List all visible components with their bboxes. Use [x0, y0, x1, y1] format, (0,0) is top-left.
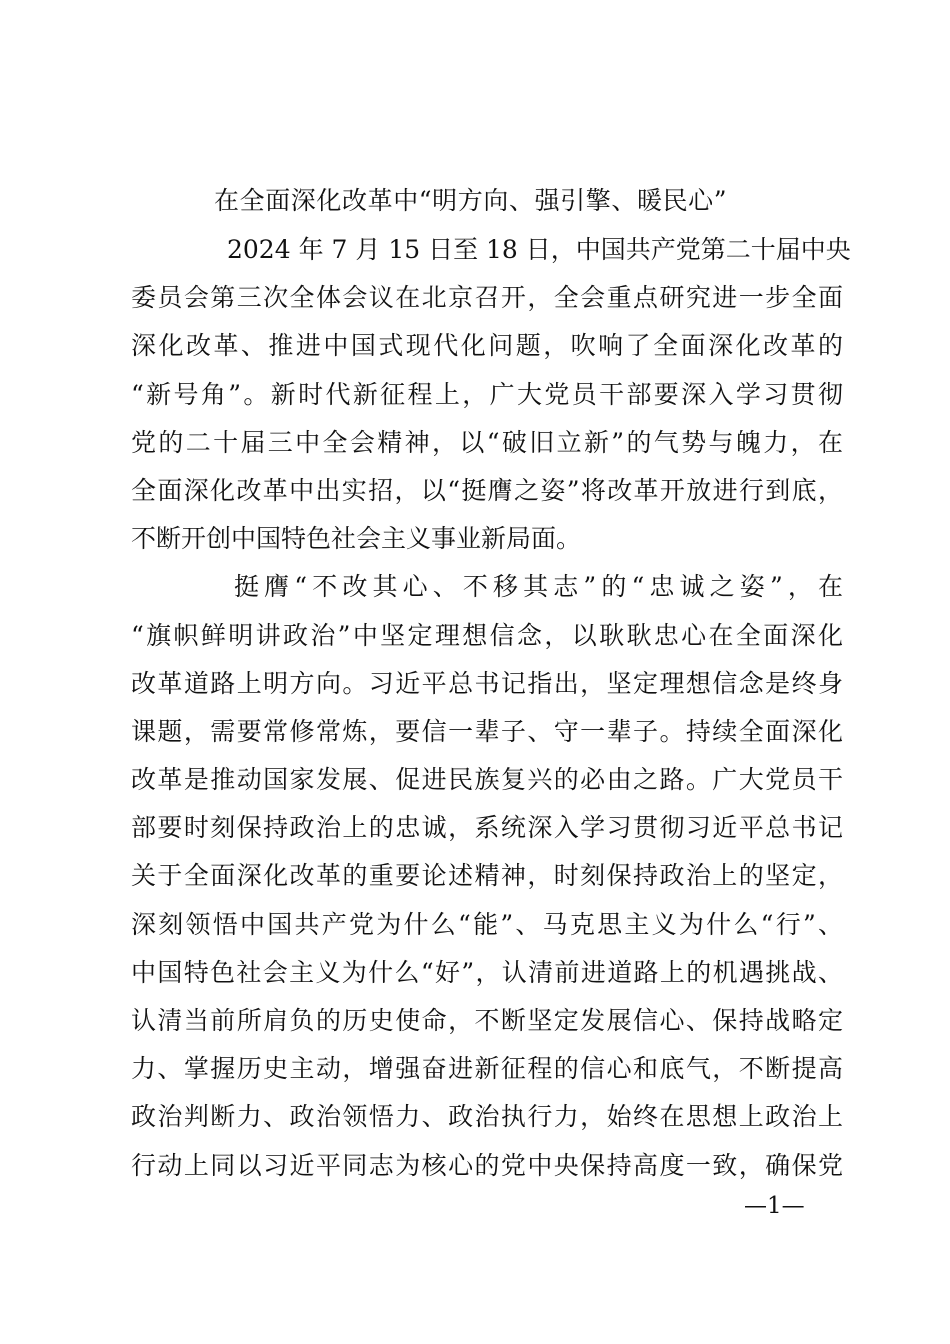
text-line: 改革是推动国家发展、促进民族复兴的必由之路。广大党员干: [131, 765, 843, 795]
paragraph-1: [131, 226, 851, 563]
text-line: 党的二十届三中全会精神，以“破旧立新”的气势与魄力，在: [131, 427, 843, 457]
text-line: 不断开创中国特色社会主义事业新局面。: [131, 524, 582, 554]
text-line: 深刻领悟中国共产党为什么“能”、马克思主义为什么“行”、: [131, 909, 843, 939]
text-line: 课题，需要常修常炼，要信一辈子、守一辈子。持续全面深化: [131, 716, 843, 746]
text-line: 深化改革、推进中国式现代化问题，吹响了全面深化改革的: [131, 331, 843, 361]
text-line: 委员会第三次全体会议在北京召开，全会重点研究进一步全面: [131, 283, 843, 313]
text-line: 2024 年 7 月 15 日至 18 日，中国共产党第二十届中央: [227, 235, 851, 264]
text-line: 挺膺“不改其心、不移其志”的“忠诚之姿”，在: [234, 572, 843, 602]
paragraph-2: [131, 563, 843, 1189]
text-line: 力、掌握历史主动，增强奋进新征程的信心和底气，不断提高: [131, 1054, 843, 1084]
document-title: 在全面深化改革中“明方向、强引擎、暖民心”: [214, 186, 728, 215]
text-line: “新号角”。新时代新征程上，广大党员干部要深入学习贯彻: [131, 379, 843, 409]
text-line: 行动上同以习近平同志为核心的党中央保持高度一致，确保党: [131, 1150, 843, 1180]
text-line: 全面深化改革中出实招，以“挺膺之姿”将改革开放进行到底，: [131, 475, 843, 505]
document-body: [131, 226, 851, 1190]
text-line: 关于全面深化改革的重要论述精神，时刻保持政治上的坚定，: [131, 861, 843, 891]
text-line: 改革道路上明方向。习近平总书记指出，坚定理想信念是终身: [131, 668, 843, 698]
text-line: 政治判断力、政治领悟力、政治执行力，始终在思想上政治上: [131, 1102, 843, 1132]
page-number: —1—: [744, 1193, 805, 1219]
text-line: 认清当前所肩负的历史使命，不断坚定发展信心、保持战略定: [131, 1006, 843, 1035]
text-line: 部要时刻保持政治上的忠诚，系统深入学习贯彻习近平总书记: [131, 813, 843, 843]
text-line: 中国特色社会主义为什么“好”，认清前进道路上的机遇挑战、: [131, 957, 843, 987]
text-line: “旗帜鲜明讲政治”中坚定理想信念，以耿耿忠心在全面深化: [131, 620, 843, 650]
